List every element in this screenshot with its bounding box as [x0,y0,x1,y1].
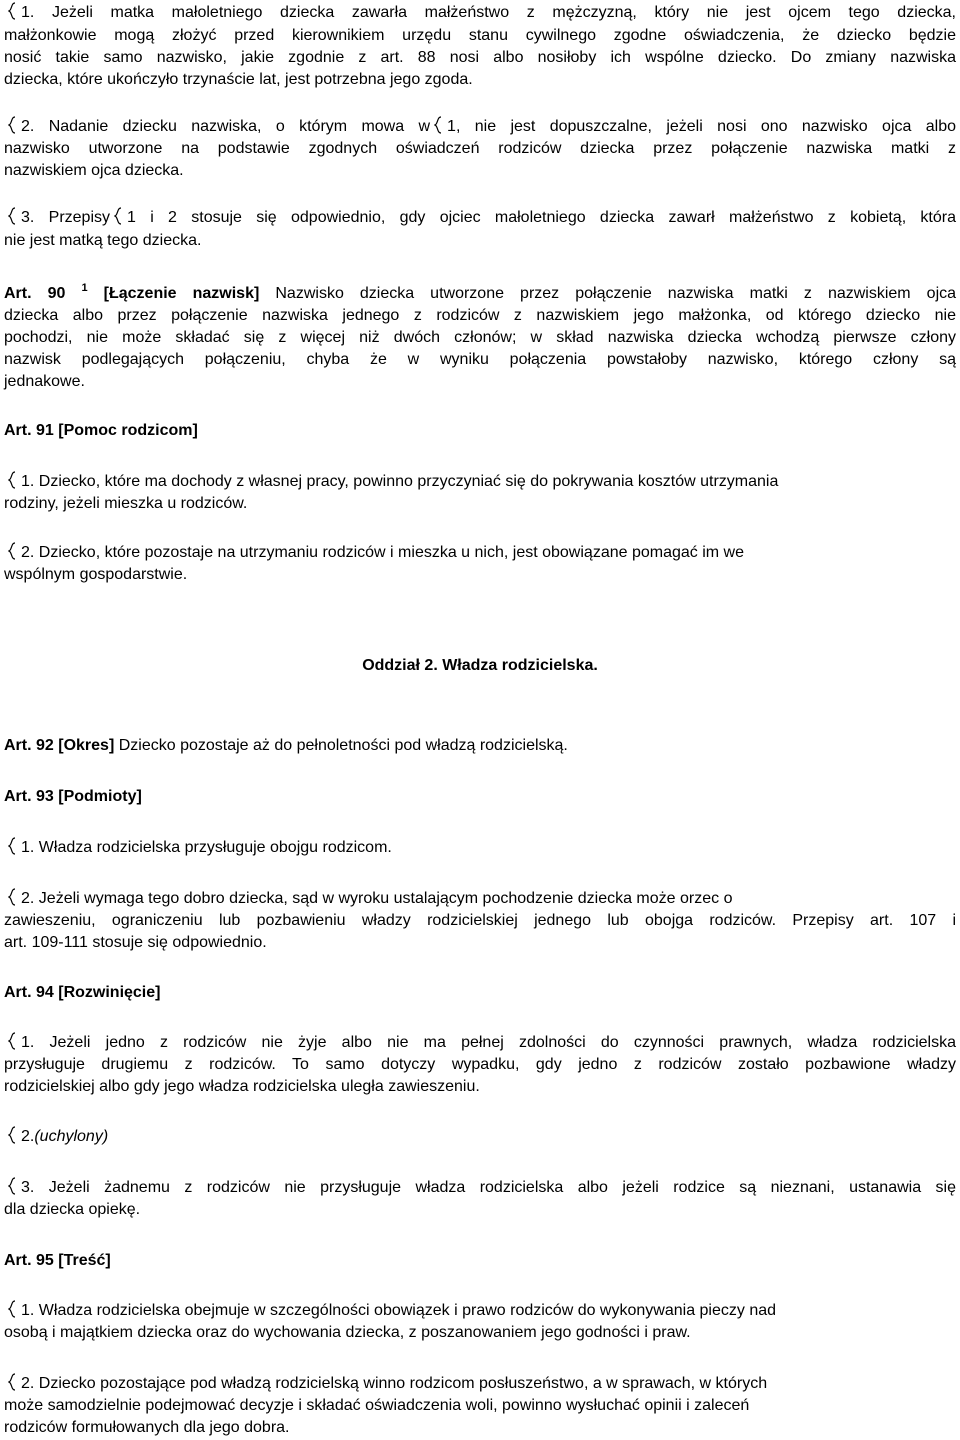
section-mark-icon [8,2,16,20]
section-mark-icon [434,116,442,134]
article-92-heading: Art. 92 [Okres] [4,737,115,754]
article-93-paragraph-2-line-2: zawieszeniu, ograniczeniu lub pozbawieniu władzy rodzicielskiej jednego lub obojga rodziców. Przepisy art. 107 i [4,912,956,929]
article-94-paragraph-3-text: 3. Jeżeli żadnemu z rodziców nie przysługuje władza rodzicielska albo jeżeli rodzice są nieznani, ustanawia się [21,1179,956,1196]
paragraph-1-line-2: małżonkowie mogą złożyć przed kierownikiem urzędu stanu cywilnego zgodne oświadczenia, że dziecko będzie [4,27,956,44]
article-93-paragraph-1 [4,837,392,859]
article-91-paragraph-1-text: 1. Dziecko, które ma dochody z własnej pracy, powinno przyczyniać się do pokrywania kosztów utrzymania [21,473,779,490]
paragraph-3-line-2: nie jest matką tego dziecka. [4,232,202,249]
section-mark-icon [8,207,16,225]
paragraph-2-line-3: nazwiskiem ojca dziecka. [4,162,184,179]
section-mark-icon [8,116,16,134]
article-90-1-text: Nazwisko dziecka utworzone przez połączenie nazwiska matki z nazwiskiem ojca [275,285,957,302]
article-94-heading: Art. 94 [Rozwinięcie] [4,984,161,1001]
section-mark-icon [8,542,16,560]
article-90-1-line-5: jednakowe. [4,373,85,390]
paragraph-3-text-a: 3. Przepisy [21,209,110,226]
paragraph-3-text-b: 1 i 2 stosuje się odpowiednio, gdy ojciec małoletniego dziecka zawarł małżeństwo z kobietą, która [127,209,957,226]
article-94-paragraph-3-line-2: dla dziecka opiekę. [4,1201,141,1218]
article-94-paragraph-1-text: 1. Jeżeli jedno z rodziców nie żyje albo nie ma pełnej zdolności do czynności prawnych, władza rodzicielska [21,1034,956,1051]
article-94-paragraph-2-number: 2. [21,1128,35,1145]
section-mark-icon [8,1177,16,1195]
section-mark-icon [114,207,122,225]
paragraph-1-text: 1. Jeżeli matka małoletniego dziecka zawarła małżeństwo z mężczyzną, który nie jest ojcem tego dziecka, [21,4,956,21]
paragraph-2-line-1 [4,116,956,138]
article-95-paragraph-1-line-2: osobą i majątkiem dziecka oraz do wychowania dziecka, z poszanowaniem jego godności i praw. [4,1324,691,1341]
section-mark-icon [8,471,16,489]
article-95-heading: Art. 95 [Treść] [4,1252,111,1269]
section-mark-icon [8,888,16,906]
article-92-line [4,735,568,757]
article-95-paragraph-2-line-1 [4,1373,767,1395]
article-94-paragraph-1-line-3: rodzicielskiej albo gdy jego władza rodzicielska uległa zawieszeniu. [4,1078,480,1095]
article-91-paragraph-1-line-1 [4,471,778,493]
section-mark-icon [8,1300,16,1318]
article-94-paragraph-3-line-1 [4,1177,956,1199]
article-93-heading: Art. 93 [Podmioty] [4,788,142,805]
paragraph-2-text-b: 1, nie jest dopuszczalne, jeżeli nosi ono nazwisko ojca albo [447,118,956,135]
article-94-paragraph-1-line-2: przysługuje drugiemu z rodziców. To samo dotyczy wypadku, gdy jedno z rodziców zostało pozbawione władzy [4,1056,956,1073]
article-91-paragraph-2-line-2: wspólnym gospodarstwie. [4,566,188,583]
section-mark-icon [8,1373,16,1391]
article-95-paragraph-2-line-2: może samodzielnie podejmować decyzje i składać oświadczenia woli, powinno wysłuchać opinii i zaleceń [4,1397,750,1414]
article-94-paragraph-2 [4,1126,108,1148]
article-91-paragraph-2-text: 2. Dziecko, które pozostaje na utrzymaniu rodziców i mieszka u nich, jest obowiązane pomagać im we [21,544,744,561]
paragraph-1-line-3: nosić takie samo nazwisko, jakie zgodnie z art. 88 nosi albo nosiłoby ich wspólne dziecko. Do zmiany nazwiska [4,49,956,66]
article-95-paragraph-2-line-3: rodziców formułowanych dla jego dobra. [4,1419,290,1436]
section-title: Oddział 2. Władza rodzicielska. [362,657,598,674]
article-95-paragraph-1-line-1 [4,1300,776,1322]
section-mark-icon [8,837,16,855]
article-90-1-line-2: dziecka albo przez połączenie nazwiska jednego z rodziców z nazwiskiem jego małżonka, od którego dziecko nie [4,307,956,324]
article-90-1-heading: Art. 90 [4,285,66,302]
article-90-1-title: [Łączenie nazwisk] [103,285,260,302]
article-93-paragraph-1-text: 1. Władza rodzicielska przysługuje obojgu rodzicom. [21,839,392,856]
section-mark-icon [8,1032,16,1050]
article-94-paragraph-2-status: (uchylony) [34,1128,109,1145]
article-90-1-line-1 [4,283,956,306]
article-90-1-line-4: nazwisk podlegających połączeniu, chyba że w wyniku połączenia powstałoby nazwisko, którego człony są [4,351,956,368]
article-91-paragraph-1-line-2: rodziny, jeżeli mieszka u rodziców. [4,495,248,512]
article-91-heading: Art. 91 [Pomoc rodzicom] [4,422,198,439]
article-93-paragraph-2-text: 2. Jeżeli wymaga tego dobro dziecka, sąd w wyroku ustalającym pochodzenie dziecka może orzec o [21,890,733,907]
article-91-paragraph-2-line-1 [4,542,744,564]
paragraph-2-line-2: nazwisko utworzone na podstawie zgodnych oświadczeń rodziców dziecka przez połączenie nazwiska matki z [4,140,956,157]
paragraph-1-line-4: dziecka, które ukończyło trzynaście lat, jest potrzebna jego zgoda. [4,71,473,88]
article-95-paragraph-2-text: 2. Dziecko pozostające pod władzą rodzicielską winno rodzicom posłuszeństwo, a w sprawach, w których [21,1375,768,1392]
paragraph-2-text-a: 2. Nadanie dziecku nazwiska, o którym mowa w [21,118,431,135]
article-92-text: Dziecko pozostaje aż do pełnoletności pod władzą rodzicielską. [118,737,568,754]
article-superscript: 1 [81,282,88,294]
article-90-1-line-3: pochodzi, nie może składać się z więcej niż dwóch członów; w skład nazwiska dziecka wchodzą pierwsze człony [4,329,956,346]
article-93-paragraph-2-line-3: art. 109-111 stosuje się odpowiednio. [4,934,267,951]
section-mark-icon [8,1126,16,1144]
paragraph-3-line-1 [4,207,956,229]
article-93-paragraph-2-line-1 [4,888,732,910]
article-94-paragraph-1-line-1 [4,1032,956,1054]
article-95-paragraph-1-text: 1. Władza rodzicielska obejmuje w szczególności obowiązek i prawo rodziców do wykonywania pieczy nad [21,1302,777,1319]
paragraph-1-line-1 [4,2,956,24]
